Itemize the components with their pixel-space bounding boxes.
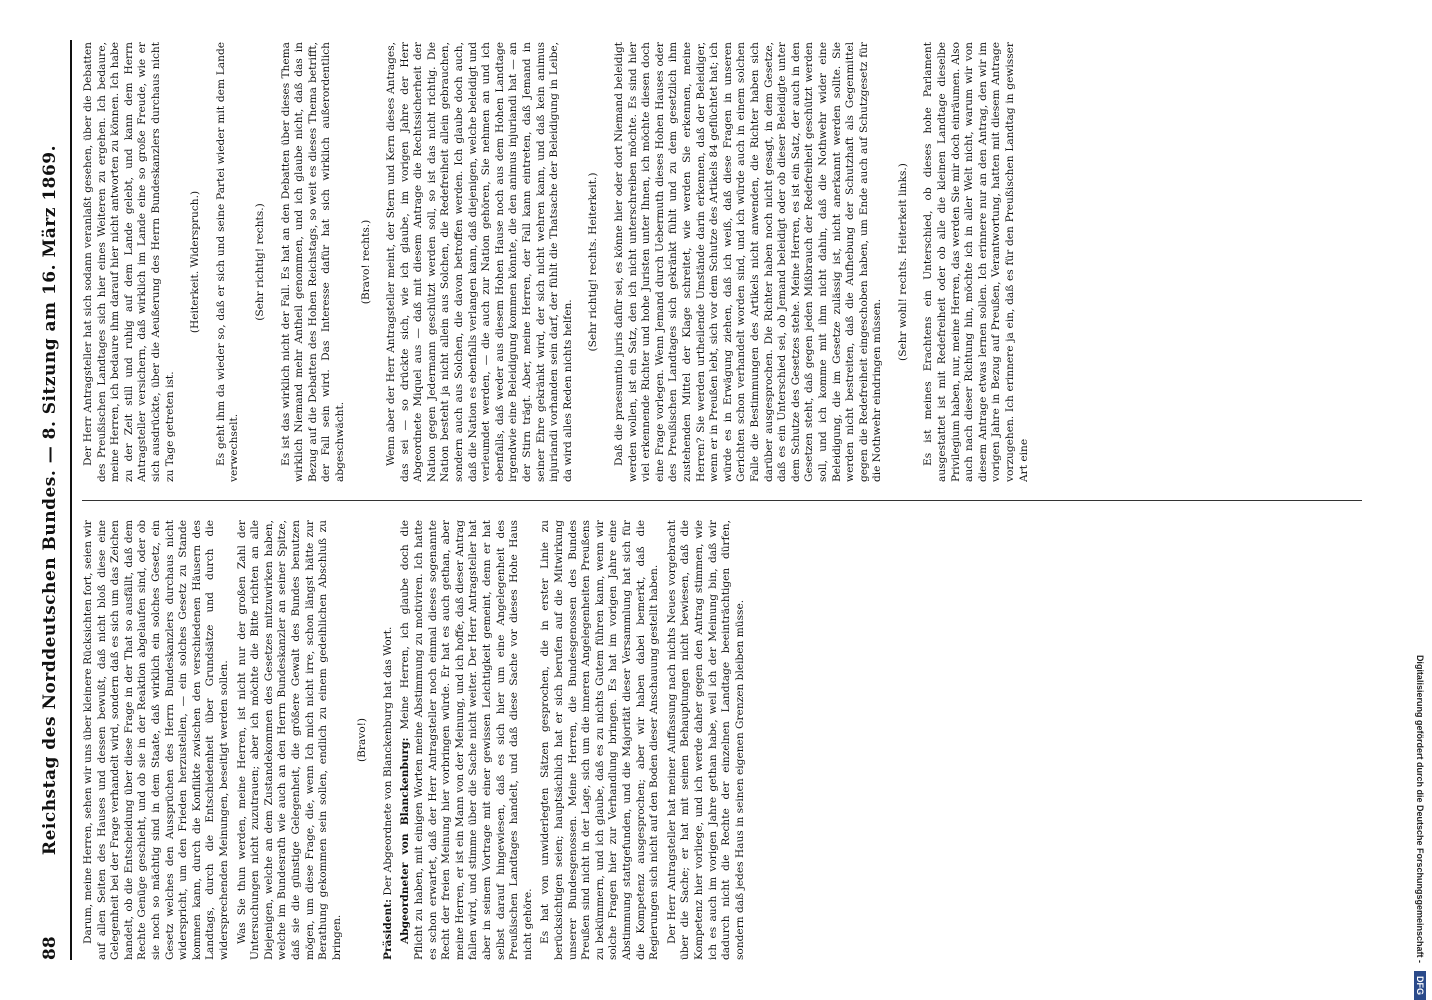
paragraph-text: Was Sie thun werden, meine Herren, ist nicht nur der großen Zahl der Untersuchungen nicht zuzutrauen; aber ich möchte die Bitte richten an alle Diejenigen, welche an dem Zustandekommen des Gesetzes mitzuwirken haben, welche im Bundesrath wie auch an den Herrn Bundeskanzler an seiner Spitze, daß sie die günstige Gelegenheit, die größere Gewalt des Bundes benutzen mögen, um diese Frage, die, wenn Ich mich nicht irre, schon längst hätte zur Berathung gekommen sein sollen, endlich zu einem gedeihlichen Abschluß zu bringen. <box>235 520 343 960</box>
paragraph <box>280 42 348 482</box>
interjection <box>587 42 601 482</box>
paragraph-text: Wenn aber der Herr Antragsteller meint, der Stern und Kern dieses Antrages, das sei — so drückte sich, wie ich glaube, im vorigen Jahre der Herr Abgeordnete Miquel aus — daß mit diesem Antrage die Rechtssicherheit der Nation gegen Jedermann geschützt werden soll, so ist das nicht richtig. Die Nation besteht ja nicht allein aus Solchen, die Redefreiheit allein gebrauchen, sondern auch aus Solchen, die davon betroffen werden. Ich glaube doch auch, daß die Nation es ebenfalls verlangen kann, daß diejenigen, welche beleidigt und verleumdet werden, — die auch zur Nation gehören, Sie nehmen an und ich ebenfalls, daß weder aus diesem Hohen Hause noch aus dem Hohen Landtage irgendwie eine Beleidigung kommen könnte, die den animus injuriandi hat — an der Stirn trägt. Aber, meine Herren, der Fall kann eintreten, daß Jemand in seiner Ehre gekränkt wird, der sich nicht wehren kann, und daß kein animus injuriandi vorhanden sein darf, der fühlt die Thatsache der Beleidigung in Leibe, da wird alles Reden nichts helfen. <box>385 42 574 482</box>
paragraph <box>215 42 242 482</box>
paragraph-text: Der Abgeordnete von Blanckenburg hat das Wort. <box>381 626 394 899</box>
page-header <box>30 40 72 960</box>
paragraph-text: (Sehr wohl! rechts. Heiterkeit links.) <box>896 163 909 361</box>
paragraph <box>385 42 575 482</box>
paragraph-text: (Sehr richtig! rechts. Heiterkeit.) <box>587 172 600 352</box>
paragraph-text: Es ist meines Erachtens ein Unterschied, ob dieses hohe Parlament ausgestattet ist mit Redefreiheit oder ob alle die kleinen Landtage dieselbe Privilegium haben, nur, meine Herren, das werden Sie mir doch einräumen. Also auch nach dieser Richtung hin, möchte ich in aller Welt nicht, warum wir von diesem Antrage etwas lernen sollen. Ich erinnere nur an den Antrag, den wir im vorigen Jahre in Bezug auf Preußen, Verantwortung, hatten mit diesem Antrage vorzugehen. Ich erinnere ja ein, daß es für den Preußischen Landtag in gewisser Art eine <box>922 42 1030 482</box>
paragraph-text: (Sehr richtig! rechts.) <box>253 203 266 321</box>
paragraph <box>922 42 1031 482</box>
paragraph <box>82 520 232 960</box>
interjection <box>254 42 268 482</box>
paragraph-text: Der Herr Antragsteller hat meiner Auffassung nach nichts Neues vorgebracht über die Sache; er hat mit seinen Behauptungen nicht bewiesen, daß die Kompetenz hier vorliege, und ich werde daher gegen den Antrag stimmen, wie ich es auch im vorigen Jahre gethan habe, weil ich der Meinung bin, daß wir dadurch nicht die Rechte der einzelnen Landtage beeinträchtigen dürfen, sondern daß jedes Haus in seinen eigenen Grenzen bleiben müsse. <box>665 520 746 960</box>
speaker-name: Präsident: <box>381 898 394 960</box>
right-column <box>82 42 1372 482</box>
paragraph <box>539 520 661 960</box>
column-divider <box>82 500 1362 501</box>
interjection <box>360 42 374 482</box>
paragraph <box>399 520 535 960</box>
paragraph-text: Es ist das wirklich nicht der Fall. Es hat an den Debatten über dieses Thema wirklich Niemand mehr Antheil genommen, und ich glaube nicht, daß das in Bezug auf die Debatten des Hohen Reichstags, so weit es dieses Thema betrifft, der Fall sein wird. Das Interesse dafür hat sich wirklich außerordentlich abgeschwächt. <box>279 42 346 482</box>
running-title: Reichstag des Norddeutschen Bundes. — 8. Sitzung am 16. März 1869. <box>40 144 60 856</box>
paragraph-text: (Bravo! rechts.) <box>359 219 372 305</box>
paragraph <box>666 520 748 960</box>
scanned-page <box>30 40 1380 960</box>
digitization-credit-rotated <box>1410 0 1430 1000</box>
paragraph-text: (Bravo!) <box>356 717 369 763</box>
paragraph-text: Es hat von unwiderlegten Sätzen gesprochen, die in erster Linie zu berücksichtigen seien; hauptsächlich hat er sich berufen auf die Mitwirkung unserer Bundesgenossen. Meine Herren, die Bundesgenossen des Bundes Preußen sind nicht in der Lage, sich um die inneren Angelegenheiten Preußens zu bekümmern, und ich glaube, daß es zu nichts Gutem führen kann, wenn wir solche Fragen hier zur Verhandlung bringen. Es hat im vorigen Jahre eine Abstimmung stattgefunden, und die Majorität dieser Versammlung hat sich für die Kompetenz ausgesprochen; aber wir haben dabei bemerkt, daß die Regierungen sich nicht auf den Boden dieser Anschauung gestellt haben. <box>539 520 661 960</box>
page-number: 88 <box>40 936 60 960</box>
interjection <box>356 520 370 960</box>
speaker-name: Abgeordneter von Blanckenburg: <box>399 737 412 944</box>
paragraph-text: Darum, meine Herren, sehen wir uns über kleinere Rücksichten fort, seien wir auf allen Seiten des Hauses und dessen bewußt, daß nicht bloß diese eine Gelegenheit bei der Frage verhandelt wird, sondern daß es sich um das Zeichen handelt, ob die Entscheidung über diese Frage in der That so ausfällt, daß dem Rechte Genüge geschieht, und ob sie in der Reaktion abgelaufen sind, oder ob sie noch so mächtig sind in dem Staate, daß wirklich ein solches Gesetz, ein Gesetz welches den Aussprüchen des Herrn Bundeskanzlers durchaus nicht widerspricht, um den Frieden herzustellen, — ein solches Gesetz zu Stande kommen kann, durch die Konflikte zwischen den verschiedenen Häusern des Landtags, durch die Entschiedenheit über Grundsätze und durch die widersprechenden Meinungen, beseitigt werden sollen. <box>82 520 230 960</box>
paragraph-text: Der Herr Antragsteller hat sich sodann veranlaßt gesehen, über die Debatten des Preußischen Landtages sich hier eines Weiteren zu ergehen. Ich bedaure, meine Herren, ich bedaure ihm darauf hier nicht antworten zu können. Ich habe zu der Zeit still und ruhig auf dem Lande gelebt, und kann dem Herrn Antragsteller versichern, daß wirklich im Lande eine so große Freude, wie er sich ausdrückte, über die Aeußerung des Herrn Bundeskanzlers durchaus nicht zu Tage getreten ist. <box>82 42 176 482</box>
interjection <box>189 42 203 482</box>
dfg-logo: DFG <box>1414 971 1426 1000</box>
paragraph-text: Es geht ihm da wieder so, daß er sich und seine Partei wieder mit dem Lande verwechselt. <box>214 42 241 482</box>
paragraph-text: Meine Herren, ich glaube doch die Pflicht zu haben, mit einigen Worten meine Abstimmung zu motiviren. Ich hatte es schon erwartet, daß der Herr Antragsteller noch einmal dieses sogenannte Recht der freien Meinung hier vorbringen würde. Er hat es auch gethan, aber meine Herren, er ist ein Mann von der Meinung, und ich hoffe, daß dieser Antrag fallen wird, und stimme über die Sache nicht weiter. Der Herr Antragsteller hat aber in seinem Vortrage mit einer gewissen Leichtigkeit gemeint, denn er hat selbst darauf hingewiesen, daß es sich hier um eine Angelegenheit des Preußischen Landtages handelt, und daß diese Sache vor dieses Hohe Haus nicht gehöre. <box>399 520 534 960</box>
paragraph <box>613 42 885 482</box>
left-column <box>82 520 1372 960</box>
digitization-credit-wrap <box>1410 0 1430 1000</box>
paragraph <box>236 520 345 960</box>
paragraph-text: (Heiterkeit. Widerspruch.) <box>189 190 202 334</box>
credit-text: Digitalisierung gefördert durch die Deutsche Forschungsgemeinschaft - <box>1415 654 1425 963</box>
digitization-credit <box>1410 0 1430 1000</box>
speaker-line <box>382 520 396 960</box>
interjection <box>897 42 911 482</box>
paragraph <box>82 42 177 482</box>
paragraph-text: Daß die praesumtio juris dafür sei, es könne hier oder dort Niemand beleidigt werden wollen, ist ein Satz, den ich nicht unterschreiben möchte. Es sind hier viel erkennende Richter und hohe Juristen unter Ihnen, ich möchte diesen doch eine Frage vorlegen. Wenn Jemand durch Uebermuth dieses Hohen Hauses oder des Preußischen Landtages sich gekränkt fühlt und zu dem gesetzlich ihm zustehenden Mittel der Klage schreitet, wie werden Sie erkennen, meine Herren? Sie werden urtheilende Umstände darin erkennen, daß der Beleidiger, wenn er in Preußen lebt, sich vor dem Schutze des Artikels 84 geflüchtet hat; ich würde es in Erwägung ziehen, daß ich weiß, daß diese Fragen in unseren Gerichten schon verhandelt worden sind, und ich würde auch in einem solchen Falle die Bestimmungen des Artikels nicht anwenden, die Richter haben sich darüber ausgesprochen. Die Richter haben noch nicht gesagt, in dem Gesetze, daß es ein Unterschied sei, ob Jemand beleidigt oder ob dieser Beleidigte unter dem Schutze des Gesetzes stehe. Meine Herren, es ist ein Satz, der auch in den Gesetzen steht, daß gegen jeden Mißbrauch der Redefreiheit geschützt werden soll, und ich komme mit ihm nicht dahin, daß die Nothwehr wider eine Beleidigung, die im Gesetze zulässig ist, nicht anerkannt werden sollte. Sie werden nicht bestreiten, daß die Aufhebung der Schutzhaft als Gegenmittel gegen die Redefreiheit eingeschoben haben, um Ende auch auf Schutzgesetz für die Nothwehr eindringen müssen. <box>613 42 884 482</box>
